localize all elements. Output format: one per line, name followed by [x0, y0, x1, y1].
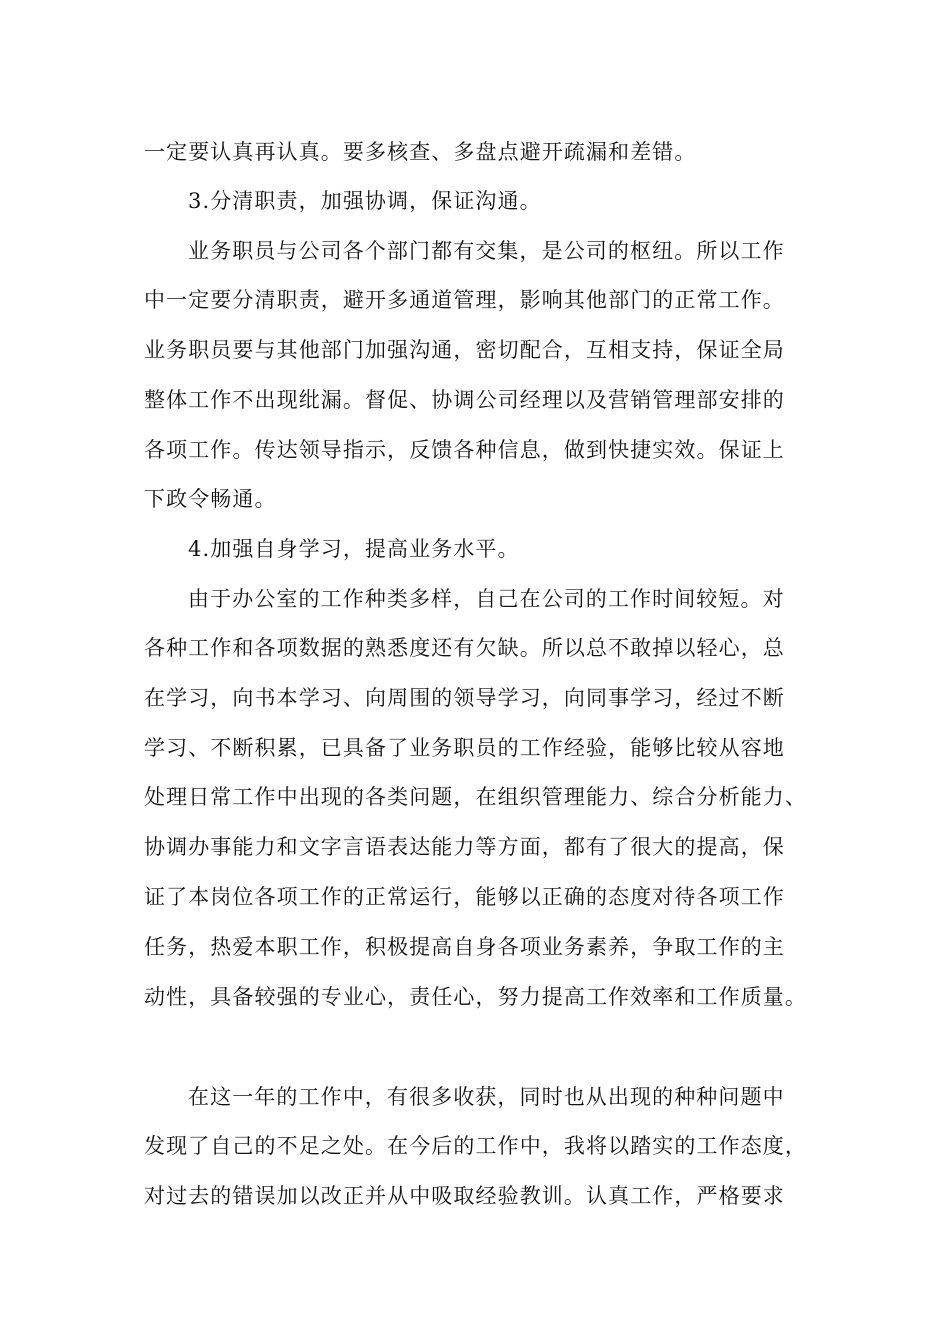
text-line: 在这一年的工作中，有很多收获，同时也从出现的种种问题中 — [188, 1085, 785, 1109]
text-line: 整体工作不出现纰漏。督促、协调公司经理以及营销管理部安排的 — [144, 388, 785, 412]
text-line: 一定要认真再认真。要多核查、多盘点避开疏漏和差错。 — [144, 140, 697, 164]
text-line: 动性，具备较强的专业心，责任心，努力提高工作效率和工作质量。 — [144, 985, 807, 1009]
text-line: 任务，热爱本职工作，积极提高自身各项业务素养，争取工作的主 — [144, 935, 785, 959]
text-line: 在学习，向书本学习、向周围的领导学习，向同事学习，经过不断 — [144, 686, 785, 710]
text-line: 各种工作和各项数据的熟悉度还有欠缺。所以总不敢掉以轻心，总 — [144, 636, 785, 660]
section-heading: 4.加强自身学习，提高业务水平。 — [188, 537, 520, 561]
text-line: 各项工作。传达领导指示，反馈各种信息，做到快捷实效。保证上 — [144, 438, 785, 462]
text-line: 学习、不断积累，已具备了业务职员的工作经验，能够比较从容地 — [144, 736, 785, 760]
text-line: 业务职员与公司各个部门都有交集，是公司的枢纽。所以工作 — [188, 239, 785, 263]
text-line: 对过去的错误加以改正并从中吸取经验教训。认真工作，严格要求 — [144, 1184, 785, 1208]
text-line: 业务职员要与其他部门加强沟通，密切配合，互相支持，保证全局 — [144, 338, 785, 362]
text-line: 处理日常工作中出现的各类问题，在组织管理能力、综合分析能力、 — [144, 785, 807, 809]
text-line: 发现了自己的不足之处。在今后的工作中，我将以踏实的工作态度， — [144, 1134, 807, 1158]
text-line: 下政令畅通。 — [144, 487, 277, 511]
text-line: 证了本岗位各项工作的正常运行，能够以正确的态度对待各项工作 — [144, 885, 785, 909]
text-line: 由于办公室的工作种类多样，自己在公司的工作时间较短。对 — [188, 587, 785, 611]
text-line: 中一定要分清职责，避开多通道管理，影响其他部门的正常工作。 — [144, 288, 785, 312]
section-heading: 3.分清职责，加强协调，保证沟通。 — [188, 189, 542, 213]
text-line: 协调办事能力和文字言语表达能力等方面，都有了很大的提高，保 — [144, 835, 785, 859]
